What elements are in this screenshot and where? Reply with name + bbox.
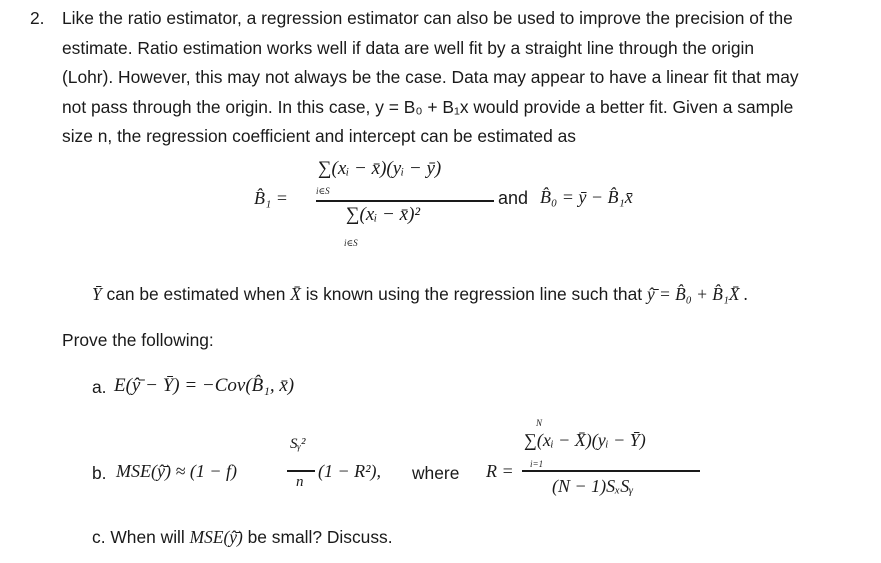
b1-lhs: B̂₁ = — [254, 188, 288, 208]
part-b-frac-den: n — [296, 474, 304, 490]
b1-numerator-index: i∈S — [316, 186, 330, 196]
question-number: 2. — [30, 8, 45, 28]
paragraph-line-5: size n, the regression coefficient and intercept can be estimated as — [62, 126, 576, 146]
part-b-label: b. — [92, 463, 107, 483]
part-c-text-1: When will — [110, 527, 185, 547]
ybar-regression-formula: ŷ̄ = B̂₀ + B̂₁X̄ . — [646, 284, 749, 304]
part-b-r-lhs: R = — [486, 461, 514, 481]
part-b-where: where — [412, 463, 460, 483]
part-b-r-numerator: ∑(xᵢ − X̄)(yᵢ − Ȳ) — [524, 430, 646, 450]
part-b-r-fraction-bar — [522, 470, 700, 472]
part-b-mse-tail: (1 − R²), — [318, 461, 382, 481]
b1-numerator: ∑(xᵢ − x̄)(yᵢ − ȳ) — [318, 158, 442, 179]
b0-formula: B̂₀ = ȳ − B̂₁x̄ — [540, 187, 633, 207]
ybar-symbol: Ȳ — [92, 284, 102, 304]
part-b-r-sum-bottom: i=1 — [530, 459, 544, 469]
xbar-symbol: X̄ — [290, 284, 301, 304]
part-b-frac-num: Sᵧ² — [290, 436, 306, 452]
part-b-mse-lhs: MSE(ŷ̄) ≈ (1 − f) — [116, 461, 237, 481]
ybar-text-1: can be estimated when — [106, 284, 286, 304]
b1-denominator: ∑(xᵢ − x̄)² — [346, 204, 421, 225]
paragraph-line-4: not pass through the origin. In this case, y = B₀ + B₁x would provide a better fit. Given a sample — [62, 96, 794, 117]
ybar-sentence — [92, 284, 748, 305]
part-a-formula: E(ŷ̄ − Ȳ) = −Cov(B̂₁, x̄) — [114, 375, 295, 396]
paragraph-line-1: Like the ratio estimator, a regression estimator can also be used to improve the precision of the — [62, 8, 793, 28]
part-c-text-2: be small? Discuss. — [247, 527, 393, 547]
estimators-connector: and — [498, 188, 529, 208]
ybar-text-2: is known using the regression line such that — [305, 284, 643, 304]
question-paragraph — [62, 4, 874, 152]
part-a-label: a. — [92, 377, 107, 397]
paragraph-line-2: estimate. Ratio estimation works well if data are well fit by a straight line through the origin — [62, 37, 755, 58]
b1-fraction-bar — [316, 200, 494, 202]
part-b-r-denominator: (N − 1)SₓSᵧ — [552, 476, 634, 496]
part-c-formula: MSE(ŷ̄) — [189, 527, 243, 547]
prove-label: Prove the following: — [62, 330, 214, 350]
part-c-label: c. — [92, 527, 106, 547]
b1-denominator-index: i∈S — [344, 238, 358, 248]
part-b-frac-bar — [287, 470, 315, 472]
part-b-r-sum-top: N — [536, 418, 543, 428]
paragraph-line-3: (Lohr). However, this may not always be the case. Data may appear to have a linear fit that may — [62, 67, 799, 87]
part-c — [92, 527, 393, 548]
